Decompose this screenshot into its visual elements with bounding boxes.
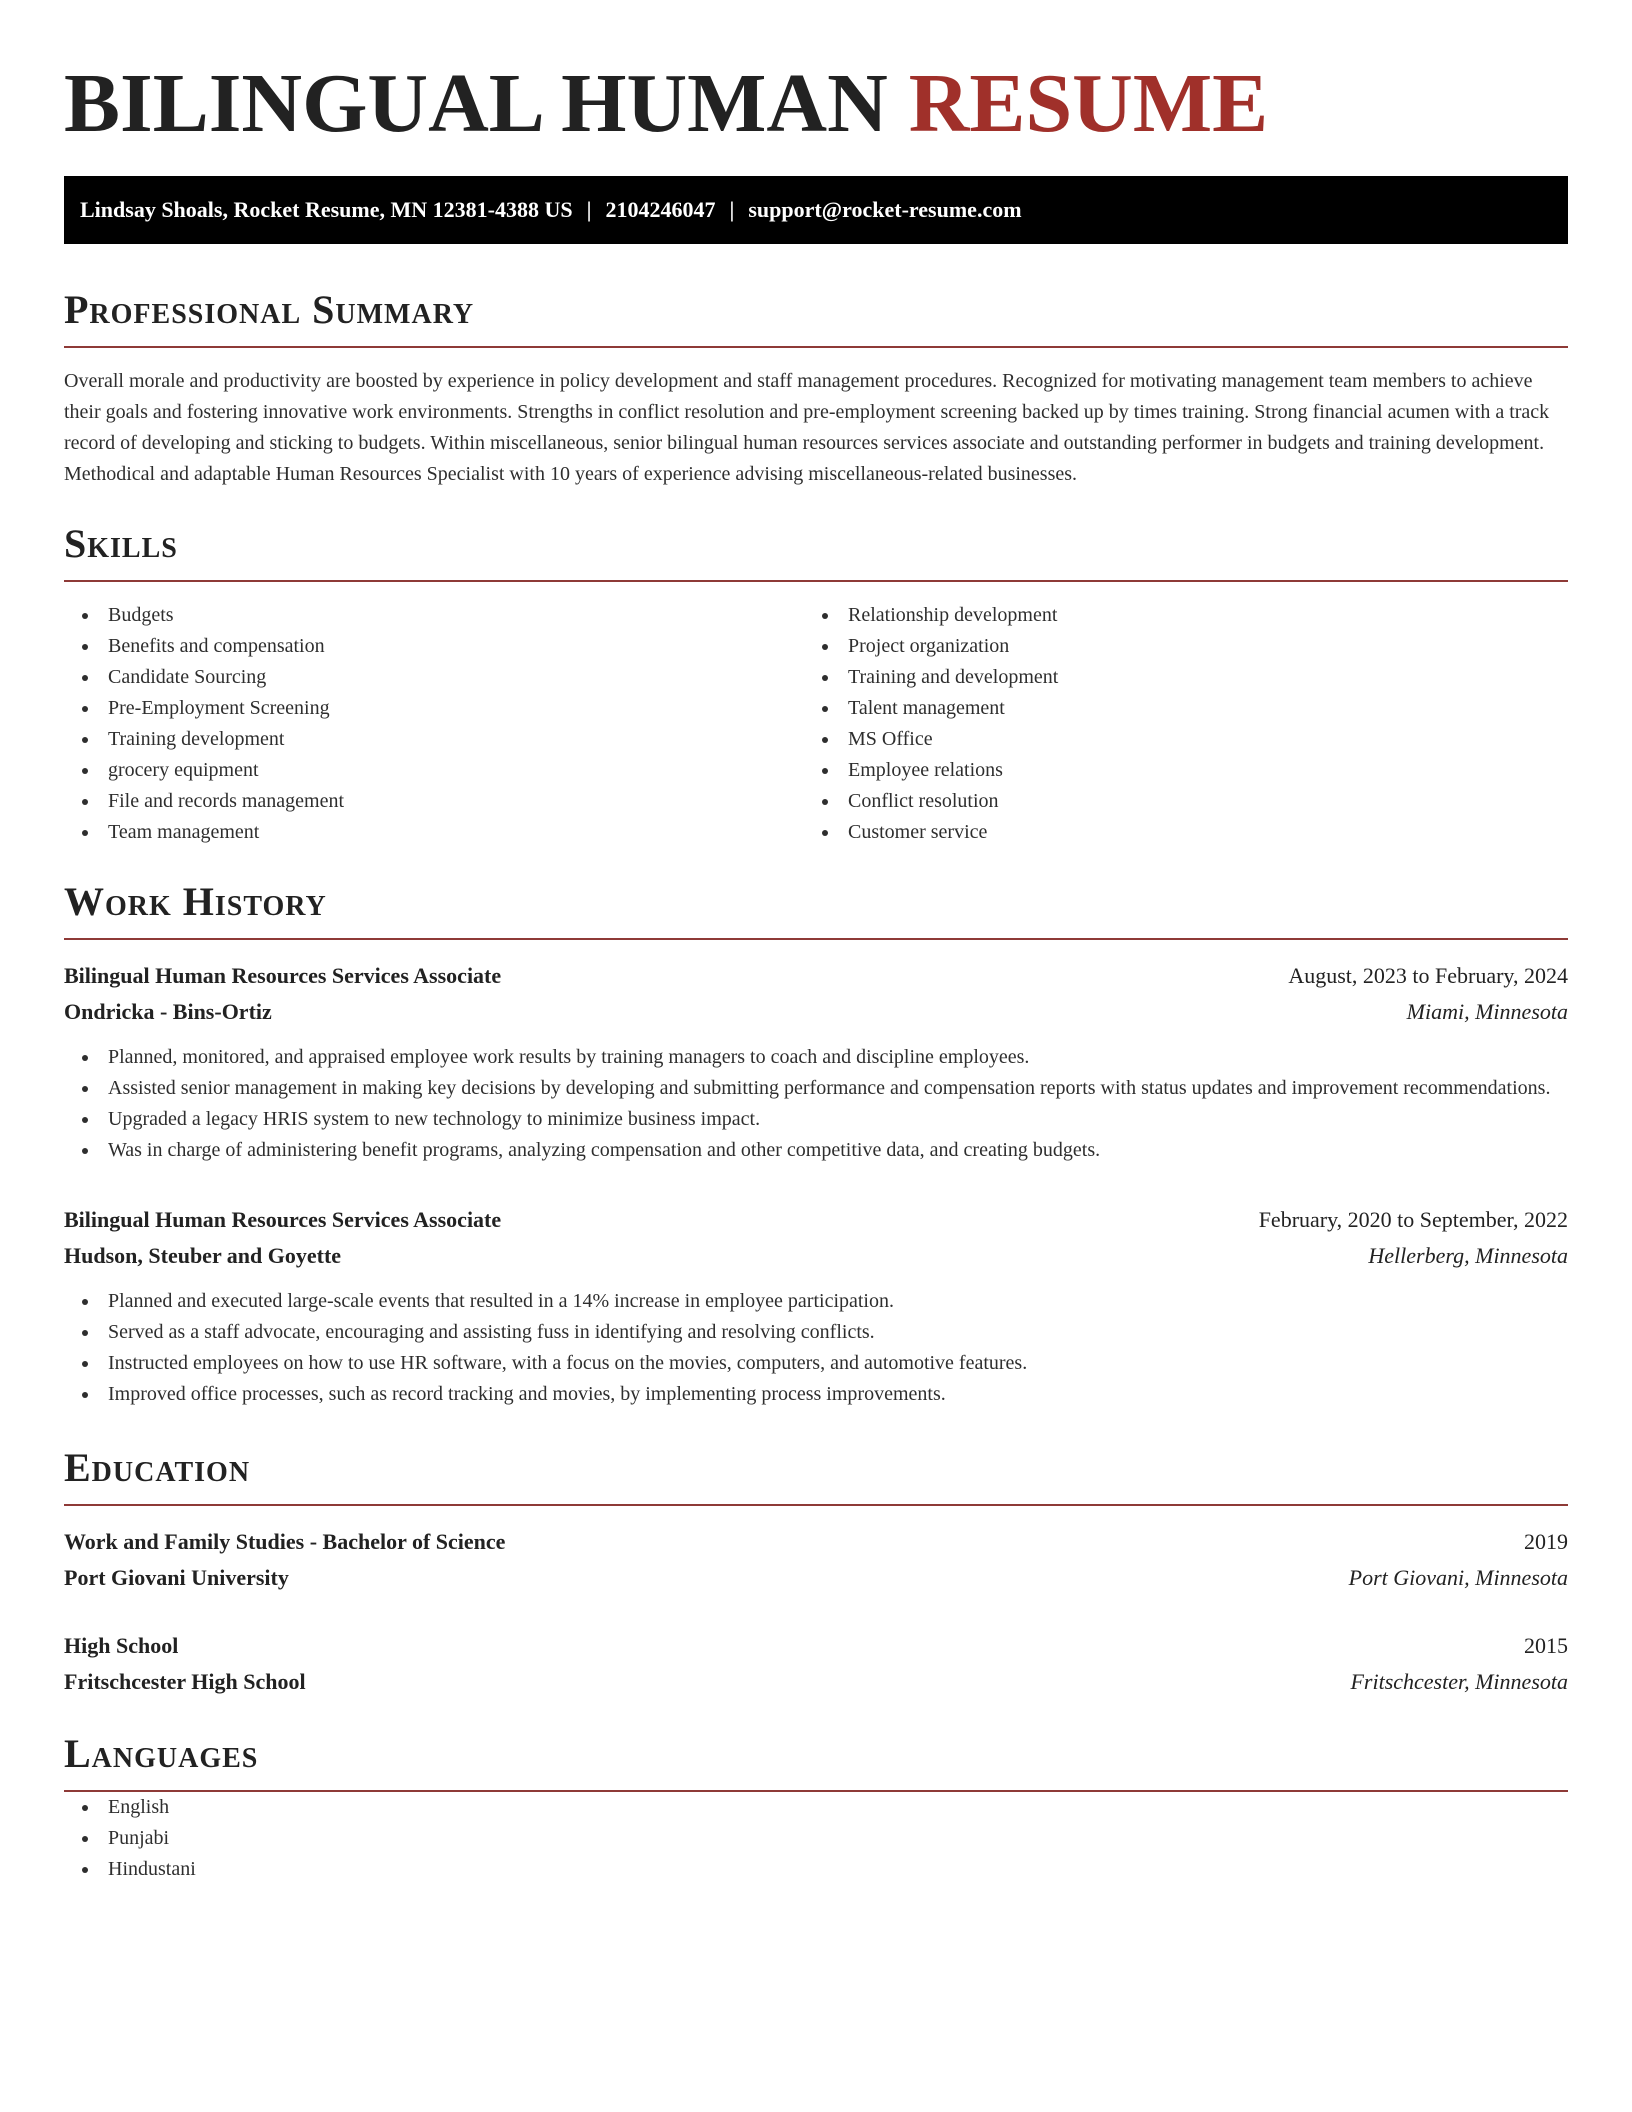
skill-item: Customer service: [804, 817, 1544, 848]
languages-list: [64, 1792, 1568, 1885]
education-school: Fritschcester High School: [64, 1669, 306, 1694]
job-entry: [64, 1202, 1568, 1410]
job-dates: August, 2023 to February, 2024: [1288, 963, 1568, 988]
job-entry: [64, 958, 1568, 1166]
resume-title: [64, 0, 1568, 160]
contact-address: Lindsay Shoals, Rocket Resume, MN 12381-4388 US: [80, 197, 573, 222]
skill-item: File and records management: [64, 786, 804, 817]
section-divider: [64, 1504, 1568, 1506]
job-bullets: [64, 1286, 1568, 1410]
job-bullet: Planned and executed large-scale events that resulted in a 14% increase in employee participation.: [64, 1286, 1568, 1317]
skill-item: Candidate Sourcing: [64, 662, 804, 693]
skill-item: Budgets: [64, 600, 804, 631]
job-bullet: Planned, monitored, and appraised employee work results by training managers to coach and discipline employees.: [64, 1042, 1568, 1073]
education-degree-row: [64, 1628, 1568, 1664]
skill-item: Talent management: [804, 693, 1544, 724]
contact-phone: 2104246047: [605, 197, 716, 222]
job-bullet: Upgraded a legacy HRIS system to new technology to minimize business impact.: [64, 1104, 1568, 1135]
section-title-education: Education: [64, 1445, 251, 1490]
education-entry: [64, 1628, 1568, 1700]
job-bullets: [64, 1042, 1568, 1166]
skill-item: Project organization: [804, 631, 1544, 662]
section-divider: [64, 346, 1568, 348]
education-location: Fritschcester, Minnesota: [1350, 1669, 1568, 1694]
job-company: Ondricka - Bins-Ortiz: [64, 999, 272, 1024]
skill-item: Training development: [64, 724, 804, 755]
title-accent: RESUME: [908, 57, 1269, 150]
job-company-row: [64, 1238, 1568, 1274]
education-year: 2015: [1524, 1633, 1568, 1658]
job-position: Bilingual Human Resources Services Associate: [64, 1207, 502, 1232]
summary-text: Overall morale and productivity are boosted by experience in policy development and staff management procedures. Recognized for motivating management team members to achieve their goals and fostering innovative work environments. Strengths in conflict resolution and pre-employment screening backed up by times training. Strong financial acumen with a track record of developing and sticking to budgets. Within miscellaneous, senior bilingual human resources services associate and outstanding performer in budgets and training development. Methodical and adaptable Human Resources Specialist with 10 years of experience advising miscellaneous-related businesses.: [64, 370, 1550, 485]
contact-bar: [64, 176, 1568, 244]
education-year: 2019: [1524, 1529, 1568, 1554]
language-item: English: [64, 1792, 1568, 1823]
resume-page: [64, 0, 1568, 1885]
language-item: Hindustani: [64, 1854, 1568, 1885]
job-header-row: [64, 1202, 1568, 1238]
skills-list: [64, 600, 1568, 848]
skill-item: grocery equipment: [64, 755, 804, 786]
job-bullet: Assisted senior management in making key decisions by developing and submitting performance and compensation reports with status updates and improvement recommendations.: [64, 1073, 1568, 1104]
skill-item: Training and development: [804, 662, 1544, 693]
job-company-row: [64, 994, 1568, 1030]
skill-item: MS Office: [804, 724, 1544, 755]
skills-column-left: [64, 600, 804, 848]
section-divider: [64, 580, 1568, 582]
section-divider: [64, 938, 1568, 940]
job-location: Hellerberg, Minnesota: [1368, 1243, 1568, 1268]
job-header-row: [64, 958, 1568, 994]
section-title-languages: Languages: [64, 1731, 259, 1776]
section-title-summary: Professional Summary: [64, 287, 475, 332]
job-bullet: Served as a staff advocate, encouraging and assisting fuss in identifying and resolving conflicts.: [64, 1317, 1568, 1348]
contact-separator: |: [729, 197, 735, 222]
education-degree: High School: [64, 1633, 179, 1658]
job-position: Bilingual Human Resources Services Associate: [64, 963, 502, 988]
title-main: BILINGUAL HUMAN: [64, 57, 888, 150]
job-dates: February, 2020 to September, 2022: [1258, 1207, 1568, 1232]
job-bullet: Was in charge of administering benefit programs, analyzing compensation and other competitive data, and creating budgets.: [64, 1135, 1568, 1166]
section-title-skills: Skills: [64, 521, 178, 566]
education-degree-row: [64, 1524, 1568, 1560]
job-bullet: Improved office processes, such as record tracking and movies, by implementing process improvements.: [64, 1379, 1568, 1410]
skill-item: Relationship development: [804, 600, 1544, 631]
education-entry: [64, 1524, 1568, 1596]
skill-item: Team management: [64, 817, 804, 848]
job-company: Hudson, Steuber and Goyette: [64, 1243, 342, 1268]
skill-item: Employee relations: [804, 755, 1544, 786]
skill-item: Benefits and compensation: [64, 631, 804, 662]
education-school-row: [64, 1560, 1568, 1596]
skill-item: Conflict resolution: [804, 786, 1544, 817]
job-location: Miami, Minnesota: [1406, 999, 1568, 1024]
education-school-row: [64, 1664, 1568, 1700]
language-item: Punjabi: [64, 1823, 1568, 1854]
contact-email: support@rocket-resume.com: [748, 197, 1022, 222]
education-location: Port Giovani, Minnesota: [1348, 1565, 1568, 1590]
education-school: Port Giovani University: [64, 1565, 289, 1590]
contact-separator: |: [586, 197, 592, 222]
job-bullet: Instructed employees on how to use HR software, with a focus on the movies, computers, and automotive features.: [64, 1348, 1568, 1379]
skills-column-right: [804, 600, 1544, 848]
section-title-work-history: Work History: [64, 879, 327, 924]
education-degree: Work and Family Studies - Bachelor of Science: [64, 1529, 506, 1554]
skill-item: Pre-Employment Screening: [64, 693, 804, 724]
